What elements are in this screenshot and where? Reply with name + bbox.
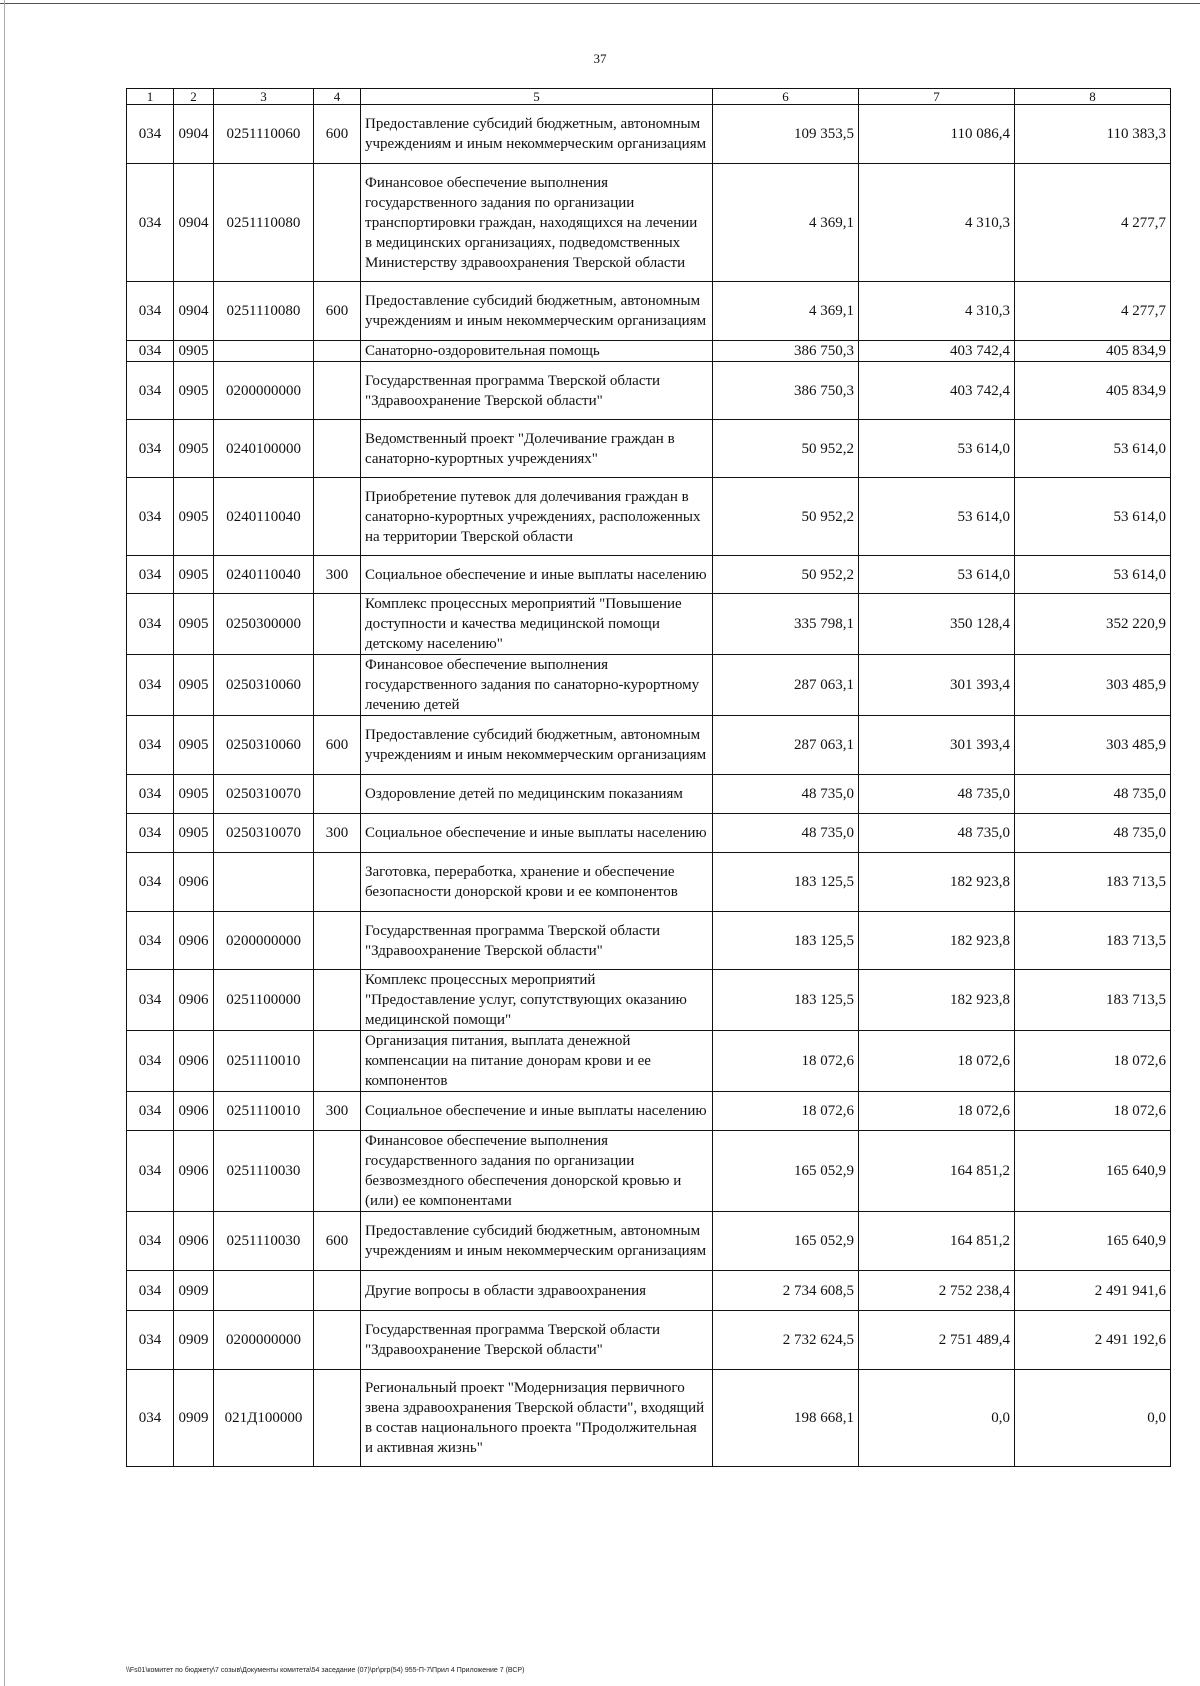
admin-code-cell: 034 <box>127 775 174 814</box>
amount-year2-cell: 48 735,0 <box>859 775 1015 814</box>
amount-year2-cell: 301 393,4 <box>859 716 1015 775</box>
item-name-cell: Государственная программа Тверской области "Здравоохранение Тверской области" <box>361 362 713 420</box>
amount-year1-cell: 2 734 608,5 <box>713 1271 859 1311</box>
target-article-cell: 0251110010 <box>214 1092 314 1131</box>
item-name-cell: Предоставление субсидий бюджетным, автономным учреждениям и иным некоммерческим организациям <box>361 282 713 341</box>
amount-year2-cell: 18 072,6 <box>859 1031 1015 1092</box>
admin-code-cell: 034 <box>127 1092 174 1131</box>
item-name-cell: Организация питания, выплата денежной компенсации на питание донорам крови и ее компонентов <box>361 1031 713 1092</box>
amount-year3-cell: 4 277,7 <box>1015 164 1171 282</box>
amount-year2-cell: 182 923,8 <box>859 970 1015 1031</box>
amount-year3-cell: 4 277,7 <box>1015 282 1171 341</box>
amount-year3-cell: 183 713,5 <box>1015 912 1171 970</box>
section-code-cell: 0906 <box>174 1212 214 1271</box>
amount-year1-cell: 183 125,5 <box>713 970 859 1031</box>
admin-code-cell: 034 <box>127 105 174 164</box>
target-article-cell: 0200000000 <box>214 362 314 420</box>
expense-type-cell <box>314 362 361 420</box>
amount-year3-cell: 165 640,9 <box>1015 1212 1171 1271</box>
target-article-cell: 0250310060 <box>214 655 314 716</box>
target-article-cell <box>214 341 314 362</box>
amount-year1-cell: 18 072,6 <box>713 1031 859 1092</box>
amount-year1-cell: 4 369,1 <box>713 164 859 282</box>
amount-year2-cell: 0,0 <box>859 1370 1015 1467</box>
target-article-cell: 0250310070 <box>214 775 314 814</box>
table-row <box>127 164 1171 282</box>
item-name-cell: Государственная программа Тверской области "Здравоохранение Тверской области" <box>361 1311 713 1370</box>
target-article-cell: 0250310070 <box>214 814 314 853</box>
amount-year2-cell: 403 742,4 <box>859 362 1015 420</box>
table-row <box>127 655 1171 716</box>
admin-code-cell: 034 <box>127 1031 174 1092</box>
amount-year1-cell: 165 052,9 <box>713 1131 859 1212</box>
amount-year3-cell: 48 735,0 <box>1015 775 1171 814</box>
amount-year3-cell: 0,0 <box>1015 1370 1171 1467</box>
table-row <box>127 282 1171 341</box>
admin-code-cell: 034 <box>127 716 174 775</box>
expense-type-cell: 600 <box>314 282 361 341</box>
amount-year2-cell: 164 851,2 <box>859 1212 1015 1271</box>
amount-year3-cell: 405 834,9 <box>1015 362 1171 420</box>
admin-code-cell: 034 <box>127 282 174 341</box>
amount-year1-cell: 109 353,5 <box>713 105 859 164</box>
amount-year3-cell: 405 834,9 <box>1015 341 1171 362</box>
amount-year3-cell: 110 383,3 <box>1015 105 1171 164</box>
item-name-cell: Комплекс процессных мероприятий "Повышение доступности и качества медицинской помощи детскому населению" <box>361 594 713 655</box>
amount-year2-cell: 2 752 238,4 <box>859 1271 1015 1311</box>
page-edge-top <box>0 3 1200 4</box>
admin-code-cell: 034 <box>127 594 174 655</box>
table-row <box>127 478 1171 556</box>
admin-code-cell: 034 <box>127 478 174 556</box>
column-number: 1 <box>127 89 174 105</box>
amount-year2-cell: 182 923,8 <box>859 912 1015 970</box>
column-number: 8 <box>1015 89 1171 105</box>
column-number: 2 <box>174 89 214 105</box>
item-name-cell: Государственная программа Тверской области "Здравоохранение Тверской области" <box>361 912 713 970</box>
item-name-cell: Заготовка, переработка, хранение и обеспечение безопасности донорской крови и ее компонентов <box>361 853 713 912</box>
section-code-cell: 0905 <box>174 556 214 594</box>
amount-year1-cell: 287 063,1 <box>713 716 859 775</box>
admin-code-cell: 034 <box>127 1311 174 1370</box>
expense-type-cell: 600 <box>314 105 361 164</box>
table-row <box>127 556 1171 594</box>
amount-year2-cell: 53 614,0 <box>859 478 1015 556</box>
section-code-cell: 0904 <box>174 282 214 341</box>
table-row <box>127 420 1171 478</box>
admin-code-cell: 034 <box>127 1131 174 1212</box>
section-code-cell: 0905 <box>174 478 214 556</box>
amount-year1-cell: 183 125,5 <box>713 912 859 970</box>
expense-type-cell <box>314 594 361 655</box>
item-name-cell: Приобретение путевок для долечивания граждан в санаторно-курортных учреждениях, расположенных на территории Тверской области <box>361 478 713 556</box>
expense-type-cell <box>314 478 361 556</box>
item-name-cell: Оздоровление детей по медицинским показаниям <box>361 775 713 814</box>
page-edge-left <box>4 0 5 1686</box>
amount-year1-cell: 48 735,0 <box>713 814 859 853</box>
amount-year2-cell: 4 310,3 <box>859 164 1015 282</box>
target-article-cell: 0240110040 <box>214 478 314 556</box>
expense-type-cell: 300 <box>314 814 361 853</box>
amount-year1-cell: 50 952,2 <box>713 420 859 478</box>
target-article-cell: 0251110060 <box>214 105 314 164</box>
item-name-cell: Социальное обеспечение и иные выплаты населению <box>361 814 713 853</box>
section-code-cell: 0906 <box>174 1131 214 1212</box>
amount-year2-cell: 2 751 489,4 <box>859 1311 1015 1370</box>
amount-year2-cell: 350 128,4 <box>859 594 1015 655</box>
amount-year1-cell: 386 750,3 <box>713 341 859 362</box>
section-code-cell: 0909 <box>174 1370 214 1467</box>
expense-type-cell: 300 <box>314 1092 361 1131</box>
item-name-cell: Предоставление субсидий бюджетным, автономным учреждениям и иным некоммерческим организациям <box>361 716 713 775</box>
item-name-cell: Предоставление субсидий бюджетным, автономным учреждениям и иным некоммерческим организациям <box>361 1212 713 1271</box>
admin-code-cell: 034 <box>127 362 174 420</box>
section-code-cell: 0906 <box>174 970 214 1031</box>
amount-year1-cell: 198 668,1 <box>713 1370 859 1467</box>
amount-year2-cell: 164 851,2 <box>859 1131 1015 1212</box>
target-article-cell <box>214 1271 314 1311</box>
footer-file-path: \\Fs01\комитет по бюджету\7 созыв\Документы комитета\54 заседание (07)\рг\ргр(54) 955-П-7\Прил 4 Приложение 7 (ВСР) <box>126 1667 525 1674</box>
admin-code-cell: 034 <box>127 853 174 912</box>
item-name-cell: Финансовое обеспечение выполнения государственного задания по организации безвозмездного обеспечения донорской кровью и (или) ее компонентами <box>361 1131 713 1212</box>
column-number: 3 <box>214 89 314 105</box>
section-code-cell: 0905 <box>174 814 214 853</box>
table-row <box>127 105 1171 164</box>
table-row <box>127 1212 1171 1271</box>
target-article-cell: 0251110030 <box>214 1131 314 1212</box>
amount-year2-cell: 182 923,8 <box>859 853 1015 912</box>
target-article-cell: 0251110080 <box>214 164 314 282</box>
expense-type-cell <box>314 1271 361 1311</box>
amount-year2-cell: 53 614,0 <box>859 556 1015 594</box>
amount-year2-cell: 4 310,3 <box>859 282 1015 341</box>
amount-year1-cell: 183 125,5 <box>713 853 859 912</box>
table-row <box>127 775 1171 814</box>
item-name-cell: Региональный проект "Модернизация первичного звена здравоохранения Тверской области", входящий в состав национального проекта "Продолжительная и активная жизнь" <box>361 1370 713 1467</box>
amount-year3-cell: 2 491 192,6 <box>1015 1311 1171 1370</box>
table-row <box>127 1031 1171 1092</box>
expense-type-cell <box>314 164 361 282</box>
amount-year2-cell: 53 614,0 <box>859 420 1015 478</box>
table-row <box>127 1370 1171 1467</box>
page-number: 37 <box>593 51 607 66</box>
target-article-cell: 0251100000 <box>214 970 314 1031</box>
admin-code-cell: 034 <box>127 912 174 970</box>
amount-year3-cell: 303 485,9 <box>1015 655 1171 716</box>
admin-code-cell: 034 <box>127 655 174 716</box>
table-row <box>127 1131 1171 1212</box>
section-code-cell: 0904 <box>174 164 214 282</box>
admin-code-cell: 034 <box>127 420 174 478</box>
amount-year3-cell: 53 614,0 <box>1015 420 1171 478</box>
item-name-cell: Социальное обеспечение и иные выплаты населению <box>361 556 713 594</box>
target-article-cell: 0251110010 <box>214 1031 314 1092</box>
amount-year1-cell: 50 952,2 <box>713 556 859 594</box>
table-row <box>127 716 1171 775</box>
admin-code-cell: 034 <box>127 341 174 362</box>
target-article-cell: 0240110040 <box>214 556 314 594</box>
expense-type-cell <box>314 853 361 912</box>
amount-year3-cell: 53 614,0 <box>1015 556 1171 594</box>
amount-year1-cell: 48 735,0 <box>713 775 859 814</box>
item-name-cell: Социальное обеспечение и иные выплаты населению <box>361 1092 713 1131</box>
target-article-cell: 0251110030 <box>214 1212 314 1271</box>
section-code-cell: 0905 <box>174 420 214 478</box>
section-code-cell: 0906 <box>174 853 214 912</box>
item-name-cell: Финансовое обеспечение выполнения государственного задания по организации транспортировки граждан, находящихся на лечении в медицинских организациях, подведомственных Министерству здравоохранения Тверской области <box>361 164 713 282</box>
target-article-cell: 0200000000 <box>214 1311 314 1370</box>
table-row <box>127 362 1171 420</box>
amount-year3-cell: 183 713,5 <box>1015 970 1171 1031</box>
amount-year1-cell: 386 750,3 <box>713 362 859 420</box>
table-row <box>127 1271 1171 1311</box>
section-code-cell: 0904 <box>174 105 214 164</box>
amount-year2-cell: 110 086,4 <box>859 105 1015 164</box>
expense-type-cell <box>314 970 361 1031</box>
expense-type-cell <box>314 775 361 814</box>
column-number: 4 <box>314 89 361 105</box>
amount-year1-cell: 165 052,9 <box>713 1212 859 1271</box>
amount-year3-cell: 48 735,0 <box>1015 814 1171 853</box>
expense-type-cell <box>314 1311 361 1370</box>
expense-type-cell <box>314 1370 361 1467</box>
expense-type-cell: 600 <box>314 1212 361 1271</box>
column-number: 6 <box>713 89 859 105</box>
target-article-cell: 0251110080 <box>214 282 314 341</box>
item-name-cell: Комплекс процессных мероприятий "Предоставление услуг, сопутствующих оказанию медицинской помощи" <box>361 970 713 1031</box>
amount-year1-cell: 4 369,1 <box>713 282 859 341</box>
section-code-cell: 0905 <box>174 655 214 716</box>
admin-code-cell: 034 <box>127 164 174 282</box>
table-body <box>127 89 1171 1467</box>
section-code-cell: 0906 <box>174 912 214 970</box>
amount-year1-cell: 50 952,2 <box>713 478 859 556</box>
section-code-cell: 0906 <box>174 1092 214 1131</box>
section-code-cell: 0909 <box>174 1271 214 1311</box>
target-article-cell: 021Д100000 <box>214 1370 314 1467</box>
table-row <box>127 1311 1171 1370</box>
amount-year3-cell: 183 713,5 <box>1015 853 1171 912</box>
expense-type-cell <box>314 912 361 970</box>
target-article-cell: 0250310060 <box>214 716 314 775</box>
amount-year2-cell: 301 393,4 <box>859 655 1015 716</box>
item-name-cell: Санаторно-оздоровительная помощь <box>361 341 713 362</box>
table-row <box>127 912 1171 970</box>
column-numbers-row <box>127 89 1171 105</box>
expense-type-cell <box>314 1031 361 1092</box>
amount-year3-cell: 2 491 941,6 <box>1015 1271 1171 1311</box>
amount-year1-cell: 335 798,1 <box>713 594 859 655</box>
target-article-cell <box>214 853 314 912</box>
amount-year1-cell: 18 072,6 <box>713 1092 859 1131</box>
column-number: 5 <box>361 89 713 105</box>
column-number: 7 <box>859 89 1015 105</box>
section-code-cell: 0905 <box>174 594 214 655</box>
item-name-cell: Финансовое обеспечение выполнения государственного задания по санаторно-курортному лечению детей <box>361 655 713 716</box>
admin-code-cell: 034 <box>127 1212 174 1271</box>
expense-type-cell <box>314 341 361 362</box>
section-code-cell: 0905 <box>174 775 214 814</box>
item-name-cell: Ведомственный проект "Долечивание граждан в санаторно-курортных учреждениях" <box>361 420 713 478</box>
amount-year2-cell: 18 072,6 <box>859 1092 1015 1131</box>
section-code-cell: 0905 <box>174 716 214 775</box>
expense-type-cell <box>314 655 361 716</box>
amount-year3-cell: 18 072,6 <box>1015 1092 1171 1131</box>
expense-type-cell <box>314 1131 361 1212</box>
section-code-cell: 0906 <box>174 1031 214 1092</box>
section-code-cell: 0905 <box>174 341 214 362</box>
admin-code-cell: 034 <box>127 970 174 1031</box>
table-row <box>127 341 1171 362</box>
amount-year3-cell: 352 220,9 <box>1015 594 1171 655</box>
table-row <box>127 594 1171 655</box>
amount-year1-cell: 2 732 624,5 <box>713 1311 859 1370</box>
target-article-cell: 0240100000 <box>214 420 314 478</box>
amount-year2-cell: 48 735,0 <box>859 814 1015 853</box>
admin-code-cell: 034 <box>127 556 174 594</box>
amount-year3-cell: 303 485,9 <box>1015 716 1171 775</box>
admin-code-cell: 034 <box>127 814 174 853</box>
item-name-cell: Предоставление субсидий бюджетным, автономным учреждениям и иным некоммерческим организациям <box>361 105 713 164</box>
section-code-cell: 0909 <box>174 1311 214 1370</box>
amount-year3-cell: 53 614,0 <box>1015 478 1171 556</box>
table-row <box>127 814 1171 853</box>
section-code-cell: 0905 <box>174 362 214 420</box>
target-article-cell: 0200000000 <box>214 912 314 970</box>
amount-year3-cell: 165 640,9 <box>1015 1131 1171 1212</box>
table-row <box>127 853 1171 912</box>
admin-code-cell: 034 <box>127 1370 174 1467</box>
amount-year2-cell: 403 742,4 <box>859 341 1015 362</box>
target-article-cell: 0250300000 <box>214 594 314 655</box>
budget-table <box>126 88 1171 1467</box>
expense-type-cell: 300 <box>314 556 361 594</box>
table-row <box>127 1092 1171 1131</box>
amount-year3-cell: 18 072,6 <box>1015 1031 1171 1092</box>
item-name-cell: Другие вопросы в области здравоохранения <box>361 1271 713 1311</box>
amount-year1-cell: 287 063,1 <box>713 655 859 716</box>
expense-type-cell <box>314 420 361 478</box>
table-row <box>127 970 1171 1031</box>
admin-code-cell: 034 <box>127 1271 174 1311</box>
expense-type-cell: 600 <box>314 716 361 775</box>
